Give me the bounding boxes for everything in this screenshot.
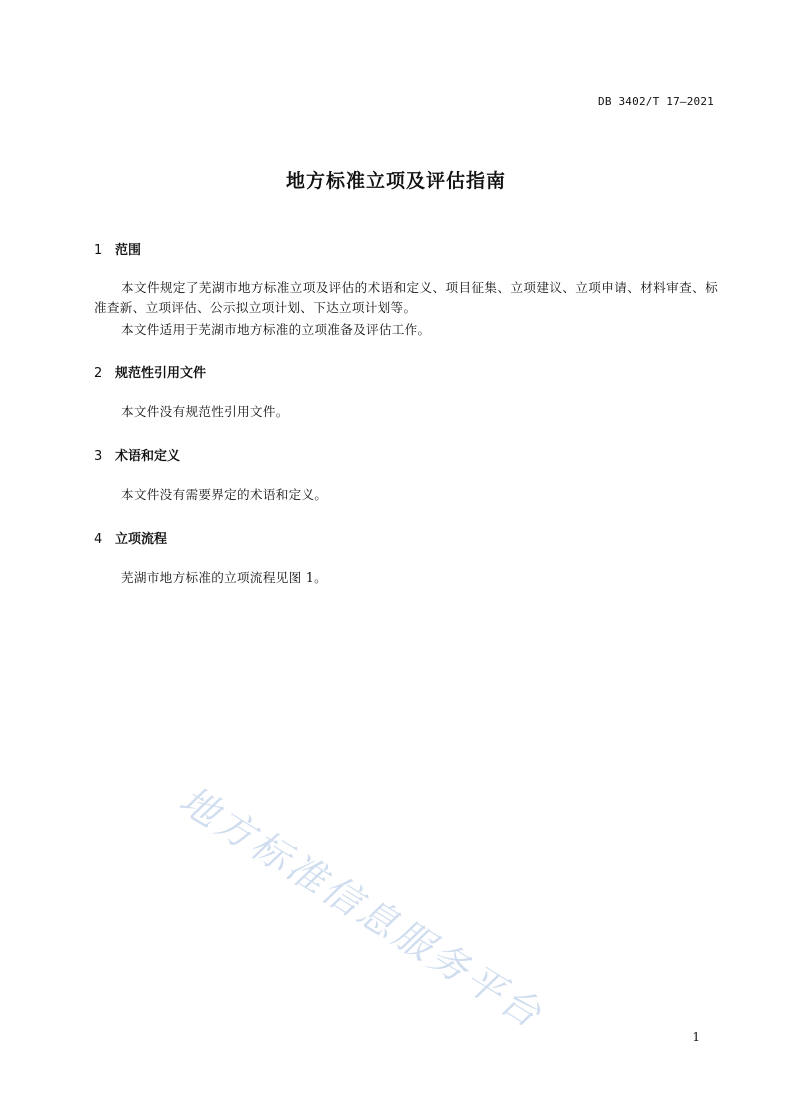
paragraph: 本文件规定了芜湖市地方标准立项及评估的术语和定义、项目征集、立项建议、立项申请、材料审查、标准查新、立项评估、公示拟立项计划、下达立项计划等。 — [94, 280, 718, 315]
section-heading-terms — [94, 445, 180, 464]
document-code: DB 3402/T 17—2021 — [598, 95, 714, 108]
page-number: 1 — [692, 1030, 700, 1044]
section-number: 3 — [94, 449, 103, 464]
section-heading-normative-references — [94, 362, 206, 381]
section-title: 规范性引用文件 — [115, 366, 207, 381]
document-title: 地方标准立项及评估指南 — [285, 170, 506, 192]
section-number: 2 — [94, 366, 103, 381]
section-heading-scope — [94, 239, 141, 258]
section-title: 立项流程 — [115, 532, 168, 547]
paragraph: 本文件没有规范性引用文件。 — [121, 404, 289, 419]
section-heading-process — [94, 528, 167, 547]
paragraph: 本文件适用于芜湖市地方标准的立项准备及评估工作。 — [121, 322, 431, 337]
section-title: 术语和定义 — [115, 449, 181, 464]
watermark: 地方标准信息服务平台 — [171, 777, 552, 1038]
paragraph: 本文件没有需要界定的术语和定义。 — [121, 487, 328, 502]
paragraph: 芜湖市地方标准的立项流程见图 1。 — [121, 570, 328, 585]
section-number: 1 — [94, 243, 103, 258]
section-title: 范围 — [115, 243, 142, 258]
section-number: 4 — [94, 532, 103, 547]
